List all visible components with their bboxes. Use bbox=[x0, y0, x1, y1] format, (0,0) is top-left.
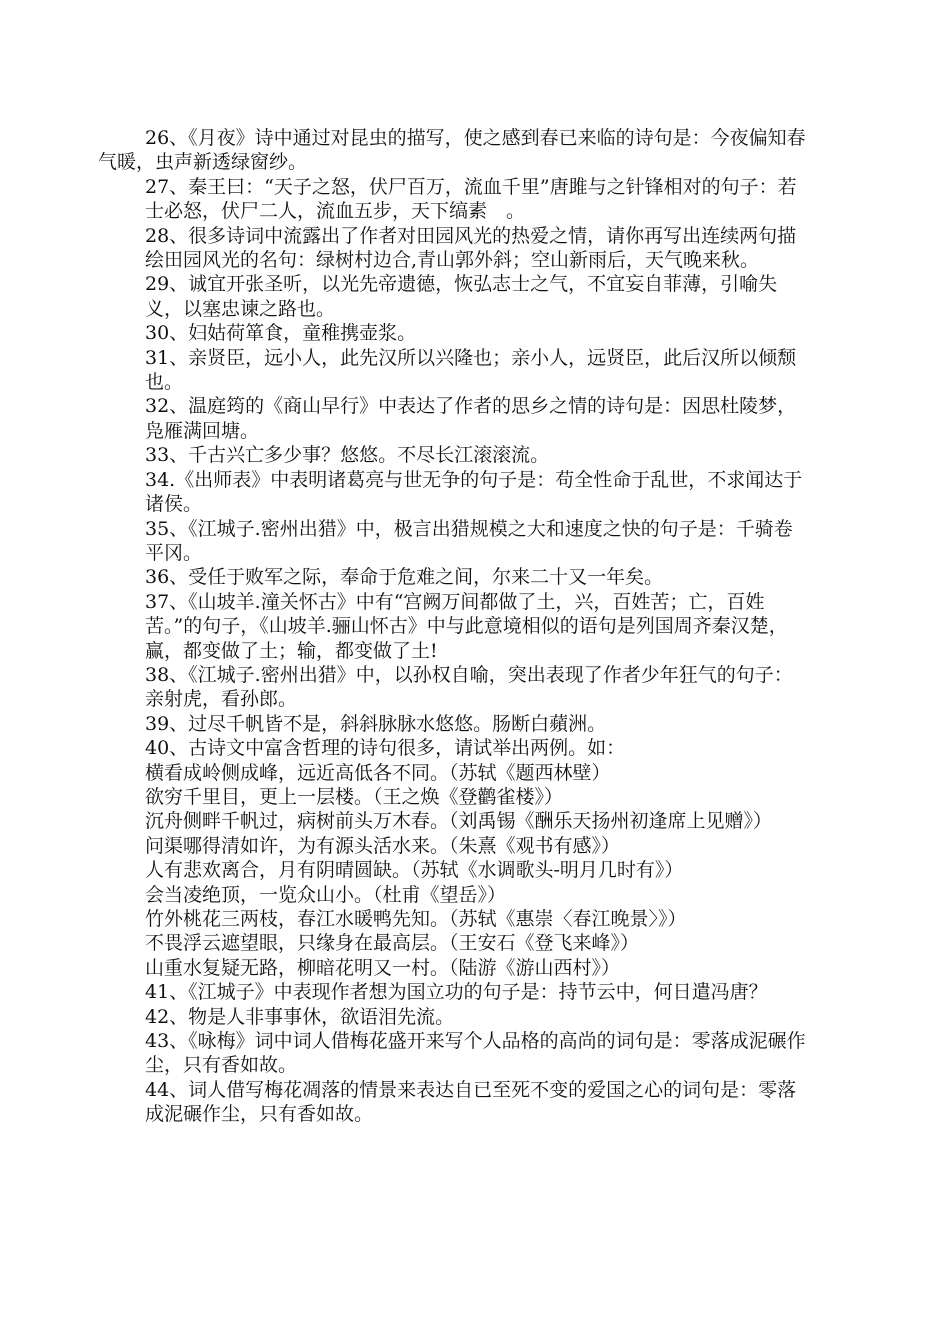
paragraph-9: 34.《出师表》中表明诸葛亮与世无争的句子是：苟全性命于乱世，不求闻达于诸侯。 bbox=[145, 468, 803, 516]
paragraph-22: 竹外桃花三两枝，春江水暖鸭先知。（苏轼《惠崇〈春江晚景〉》） bbox=[145, 908, 687, 930]
paragraph-20: 人有悲欢离合，月有阴晴圆缺。（苏轼《水调歌头-明月几时有》） bbox=[145, 859, 684, 882]
paragraph-21: 会当凌绝顶，一览众山小。（杜甫《望岳》） bbox=[145, 883, 507, 906]
paragraph-16: 横看成岭侧成峰，远近高低各不同。（苏轼《题西林壁） bbox=[145, 761, 611, 784]
paragraph-6: 31、亲贤臣，远小人，此先汉所以兴隆也；亲小人，远贤臣，此后汉所以倾颓也。 bbox=[145, 346, 797, 394]
paragraph-13: 38、《江城子.密州出猎》中，以孙权自喻，突出表现了作者少年狂气的句子：亲射虎，看孙郎。 bbox=[145, 663, 793, 711]
paragraph-8: 33、千古兴亡多少事？悠悠。不尽长江滚滚流。 bbox=[145, 444, 550, 467]
paragraph-1: 26、《月夜》诗中通过对昆虫的描写，使之感到春已来临的诗句是：今夜偏知春气暖，虫声新透绿窗纱。 bbox=[98, 127, 806, 174]
paragraph-25: 41、《江城子》中表现作者想为国立功的句子是：持节云中，何日遣冯唐？ bbox=[145, 981, 768, 1004]
paragraph-11: 36、受任于败军之际，奉命于危难之间，尔来二十又一年矣。 bbox=[145, 566, 664, 589]
paragraph-10: 35、《江城子.密州出猎》中，极言出猎规模之大和速度之快的句子是：千骑卷平冈。 bbox=[145, 517, 793, 564]
paragraph-26: 42、物是人非事事休，欲语泪先流。 bbox=[145, 1005, 455, 1028]
paragraph-2: 27、秦王曰：“天子之怒，伏尸百万，流血千里”唐雎与之针锋相对的句子：若士必怒，伏尸二人，流血五步，天下缟素 。 bbox=[145, 175, 797, 223]
paragraph-3: 28、很多诗词中流露出了作者对田园风光的热爱之情，请你再写出连续两句描绘田园风光的名句：绿树村边合,青山郭外斜；空山新雨后，天气晚来秋。 bbox=[145, 224, 797, 272]
paragraph-14: 39、过尽千帆皆不是，斜斜脉脉水悠悠。肠断白蘋洲。 bbox=[145, 712, 607, 735]
paragraph-4: 29、诚宜开张圣听，以光先帝遗德，恢弘志士之气，不宜妄自菲薄，引喻失义，以塞忠谏之路也。 bbox=[145, 273, 778, 320]
paragraph-28: 44、词人借写梅花凋落的情景来表达自已至死不变的爱国之心的词句是：零落成泥碾作尘，只有香如故。 bbox=[145, 1078, 797, 1126]
paragraph-18: 沉舟侧畔千帆过，病树前头万木春。（刘禹锡《酬乐天扬州初逢席上见赠》） bbox=[145, 810, 773, 833]
paragraph-7: 32、温庭筠的《商山早行》中表达了作者的思乡之情的诗句是：因思杜陵梦，凫雁满回塘。 bbox=[145, 395, 797, 442]
paragraph-27: 43、《咏梅》词中词人借梅花盛开来写个人品格的高尚的词句是：零落成泥碾作尘，只有香如故。 bbox=[145, 1030, 806, 1077]
paragraph-19: 问渠哪得清如许，为有源头活水来。（朱熹《观书有感》） bbox=[145, 834, 621, 857]
paragraph-23: 不畏浮云遮望眼，只缘身在最高层。（王安石《登飞来峰》） bbox=[145, 932, 640, 955]
paragraph-5: 30、妇姑荷箪食，童稚携壶浆。 bbox=[145, 322, 417, 345]
document-body bbox=[98, 126, 810, 1127]
paragraph-15: 40、古诗文中富含哲理的诗句很多，请试举出两例。如： bbox=[145, 737, 626, 760]
paragraph-24: 山重水复疑无路，柳暗花明又一村。（陆游《游山西村》） bbox=[145, 956, 621, 979]
paragraph-17: 欲穷千里目，更上一层楼。（王之焕《登鹳雀楼》） bbox=[145, 785, 564, 808]
paragraph-12: 37、《山坡羊.潼关怀古》中有“宫阙万间都做了土，兴，百姓苦；亡，百姓苦。”的句子，《山坡羊.骊山怀古》中与此意境相似的语句是列国周齐秦汉楚，赢，都变做了土；输，都变做了土! bbox=[145, 590, 788, 662]
